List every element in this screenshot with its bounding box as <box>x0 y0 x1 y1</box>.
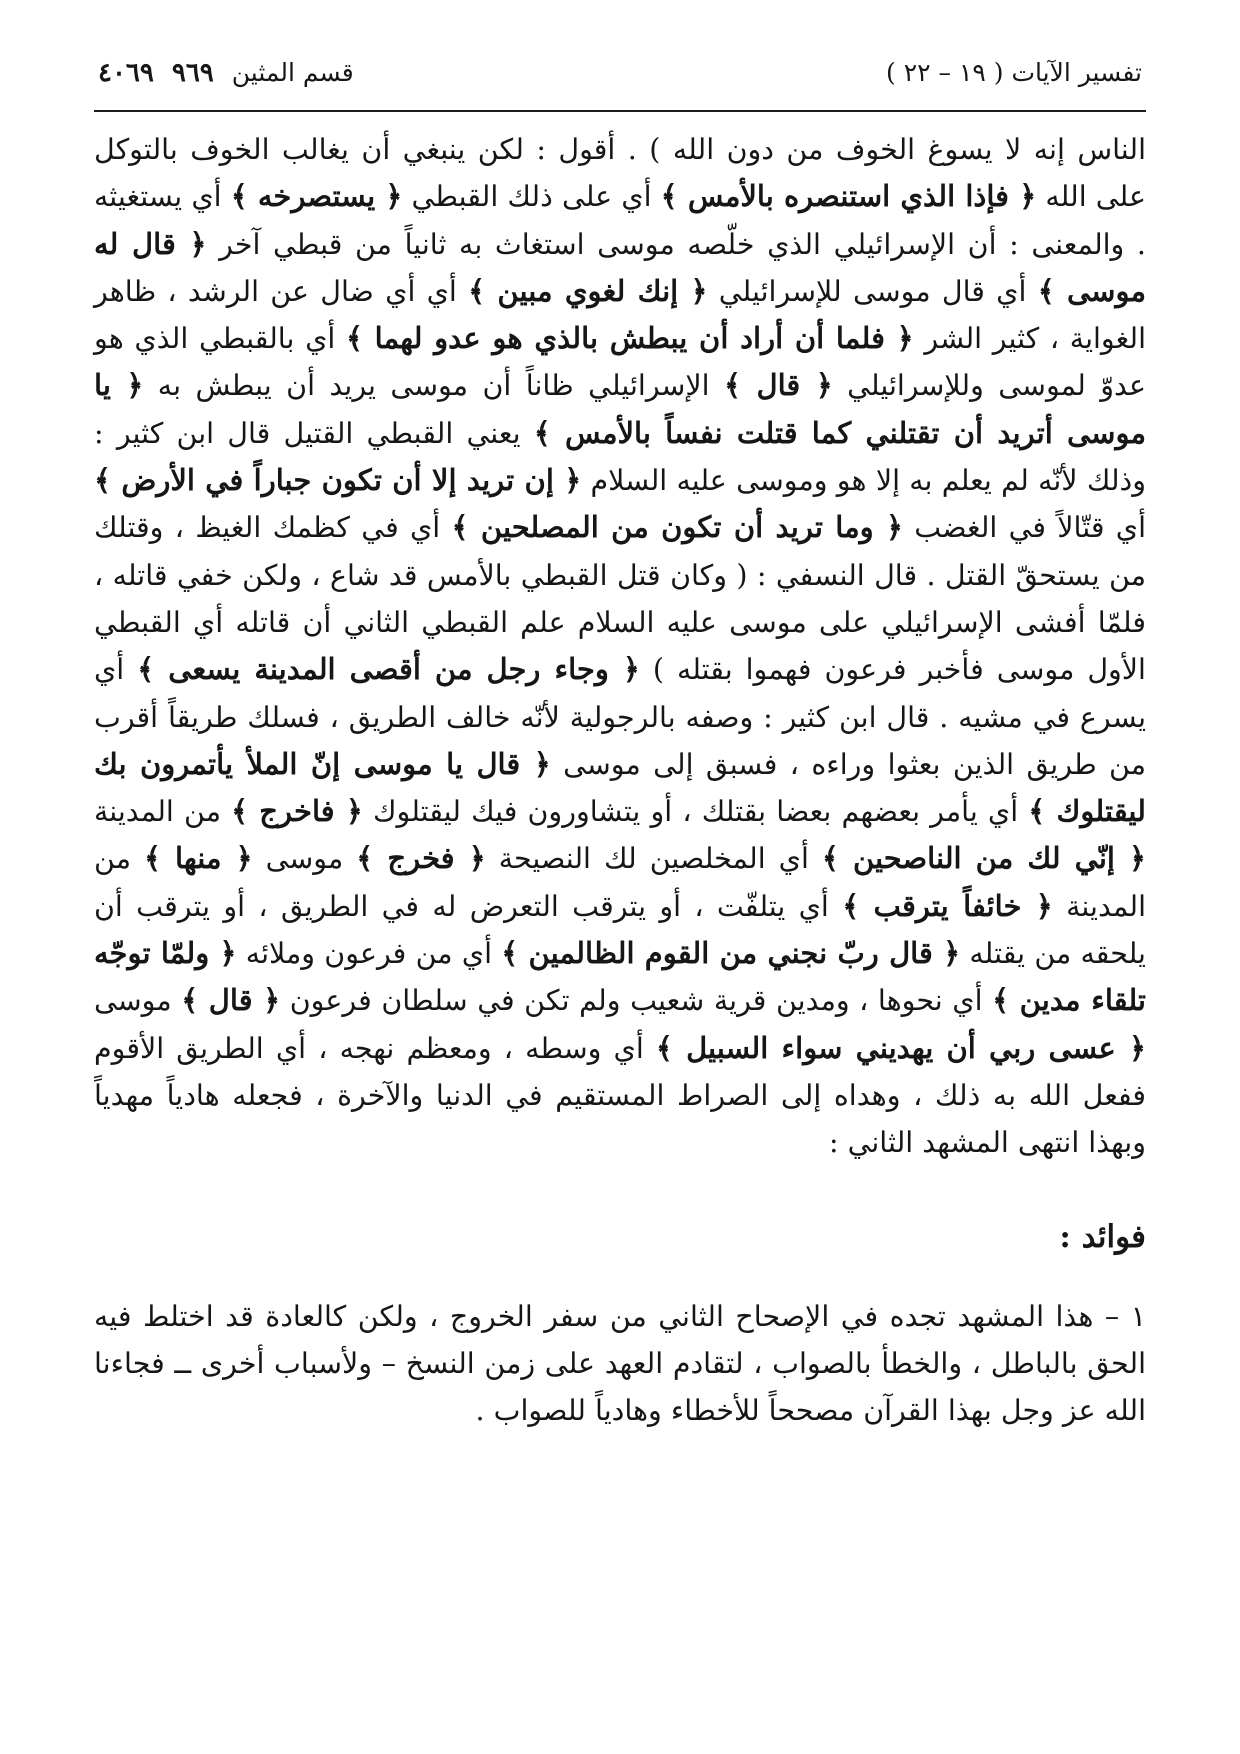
quran-verse: ﴿ منها ﴾ <box>144 841 253 876</box>
commentary-text: أي في كظمك الغيظ ، وقتلك من يستحقّ القتل . قال النسفي : ( وكان قتل القبطي بالأمس قد شاع ، ولكن خفي قاتله ، فلمّا أفشى الإسرائيلي على موسى عليه السلام علم القبطي الثاني أن قاتله أي القبطي الأول موسى فأخبر فرعون فهموا بقتله ) <box>94 511 1146 687</box>
quran-verse: ﴿ إنك لغوي مبين ﴾ <box>468 273 708 308</box>
commentary-paragraph <box>94 126 1146 1167</box>
benefit-item: ١ – هذا المشهد تجده في الإصحاح الثاني من سفر الخروج ، ولكن كالعادة قد اختلط فيه الحق بالباطل ، والخطأ بالصواب ، لتقادم العهد على زمن النسخ – ولأسباب أخرى ــ فجاءنا الله عز وجل بهذا القرآن مصححاً للأخطاء وهادياً للصواب . <box>94 1299 1146 1428</box>
quran-verse: ﴿ قال ﴾ <box>724 368 833 403</box>
commentary-text: أي يتلفّت ، أو يترقب التعرض له في الطريق ، أو يترقب أن يلحقه من يقتله <box>94 889 1146 971</box>
header-section <box>98 58 354 88</box>
quran-verse: ﴿ خائفاً يترقب ﴾ <box>842 888 1053 923</box>
quran-verse: ﴿ قال يا موسى إنّ الملأ يأتمرون بك ليقتلوك ﴾ <box>94 746 1146 829</box>
quran-verse: ﴿ يستصرخه ﴾ <box>230 179 403 214</box>
commentary-text: من المدينة <box>94 795 232 829</box>
quran-verse: ﴿ قال ربّ نجني من القوم الظالمين ﴾ <box>501 936 961 971</box>
commentary-text: الإسرائيلي ظاناً أن موسى يريد أن يبطش به <box>143 369 725 403</box>
quran-verse: ﴿ عسى ربي أن يهديني سواء السبيل ﴾ <box>655 1030 1146 1065</box>
commentary-text: أي المخلصين لك النصيحة <box>485 842 822 876</box>
commentary-text: أي بالقبطي الذي هو عدوّ لموسى وللإسرائيلي <box>94 322 1146 403</box>
benefits-heading: فوائد : <box>1059 1218 1146 1255</box>
quran-verse: ﴿ إن تريد إلا أن تكون جباراً في الأرض ﴾ <box>94 463 582 498</box>
commentary-text: أي وسطه ، ومعظم نهجه ، أي الطريق الأقوم ففعل الله به ذلك ، وهداه إلى الصراط المستقيم في الدنيا والآخرة ، فجعله هادياً مهدياً وبهذا انتهى المشهد الثاني : <box>94 1031 1146 1160</box>
commentary-text: أي على ذلك القبطي <box>402 180 661 214</box>
quran-verse: ﴿ قال ﴾ <box>181 983 281 1018</box>
running-header <box>94 58 1146 110</box>
commentary-text: أي قال موسى للإسرائيلي <box>707 274 1038 308</box>
sura-number: ٩٦٩ <box>171 58 214 88</box>
commentary-text: موسى <box>94 984 182 1018</box>
commentary-text: أي قتّالاً في الغضب <box>902 511 1146 545</box>
commentary-text: أي يسرع في مشيه . قال ابن كثير : وصفه بالرجولية لأنّه خالف الطريق ، فسلك طريقاً أقرب من طريق الذين بعثوا وراءه ، فسبق إلى موسى <box>94 653 1146 781</box>
commentary-text: أي أي ضال عن الرشد ، ظاهر الغواية ، كثير الشر <box>94 274 1146 356</box>
book-page <box>94 58 1146 1698</box>
commentary-text: يعني القبطي القتيل قال ابن كثير : وذلك لأنّه لم يعلم به إلا هو وموسى عليه السلام <box>94 416 1147 498</box>
quran-verse: ﴿ فخرج ﴾ <box>356 841 486 876</box>
quran-verse: ﴿ إنّي لك من الناصحين ﴾ <box>821 841 1147 876</box>
quran-verse: ﴿ وما تريد أن تكون من المصلحين ﴾ <box>451 510 903 545</box>
commentary-text: أي يستغيثه . والمعنى : أن الإسرائيلي الذي خلّصه موسى استغاث به ثانياً من قبطي آخر <box>94 180 1146 261</box>
header-rule <box>94 110 1146 112</box>
header-title: تفسير الآيات ( ١٩ – ٢٢ ) <box>886 58 1142 87</box>
page-number: ٤٠٦٩ <box>98 58 154 88</box>
quran-verse: ﴿ فاخرج ﴾ <box>231 794 363 829</box>
quran-verse: ﴿ فإذا الذي استنصره بالأمس ﴾ <box>660 179 1037 214</box>
quran-verse: ﴿ فلما أن أراد أن يبطش بالذي هو عدو لهما ﴾ <box>345 321 914 356</box>
commentary-text: أي من فرعون وملائه <box>236 937 502 971</box>
quran-verse: ﴿ قال له موسى ﴾ <box>94 226 1146 308</box>
quran-verse: ﴿ وجاء رجل من أقصى المدينة يسعى ﴾ <box>137 652 640 687</box>
quran-verse: ﴿ يا موسى أتريد أن تقتلني كما قتلت نفساً بالأمس ﴾ <box>94 368 1146 450</box>
commentary-text: موسى <box>252 842 357 876</box>
header-section-title: قسم المثين <box>231 58 354 87</box>
quran-verse: ﴿ ولمّا توجّه تلقاء مدين ﴾ <box>94 936 1147 1018</box>
commentary-text: الناس إنه لا يسوغ الخوف من دون الله ) . أقول : لكن ينبغي أن يغالب الخوف بالتوكل على الله <box>94 133 1147 214</box>
commentary-text: من المدينة <box>94 842 1146 923</box>
commentary-text: أي نحوها ، ومدين قرية شعيب ولم تكن في سلطان فرعون <box>280 984 993 1018</box>
commentary-text: أي يأمر بعضهم بعضا بقتلك ، أو يتشاورون فيك ليقتلوك <box>362 795 1029 829</box>
